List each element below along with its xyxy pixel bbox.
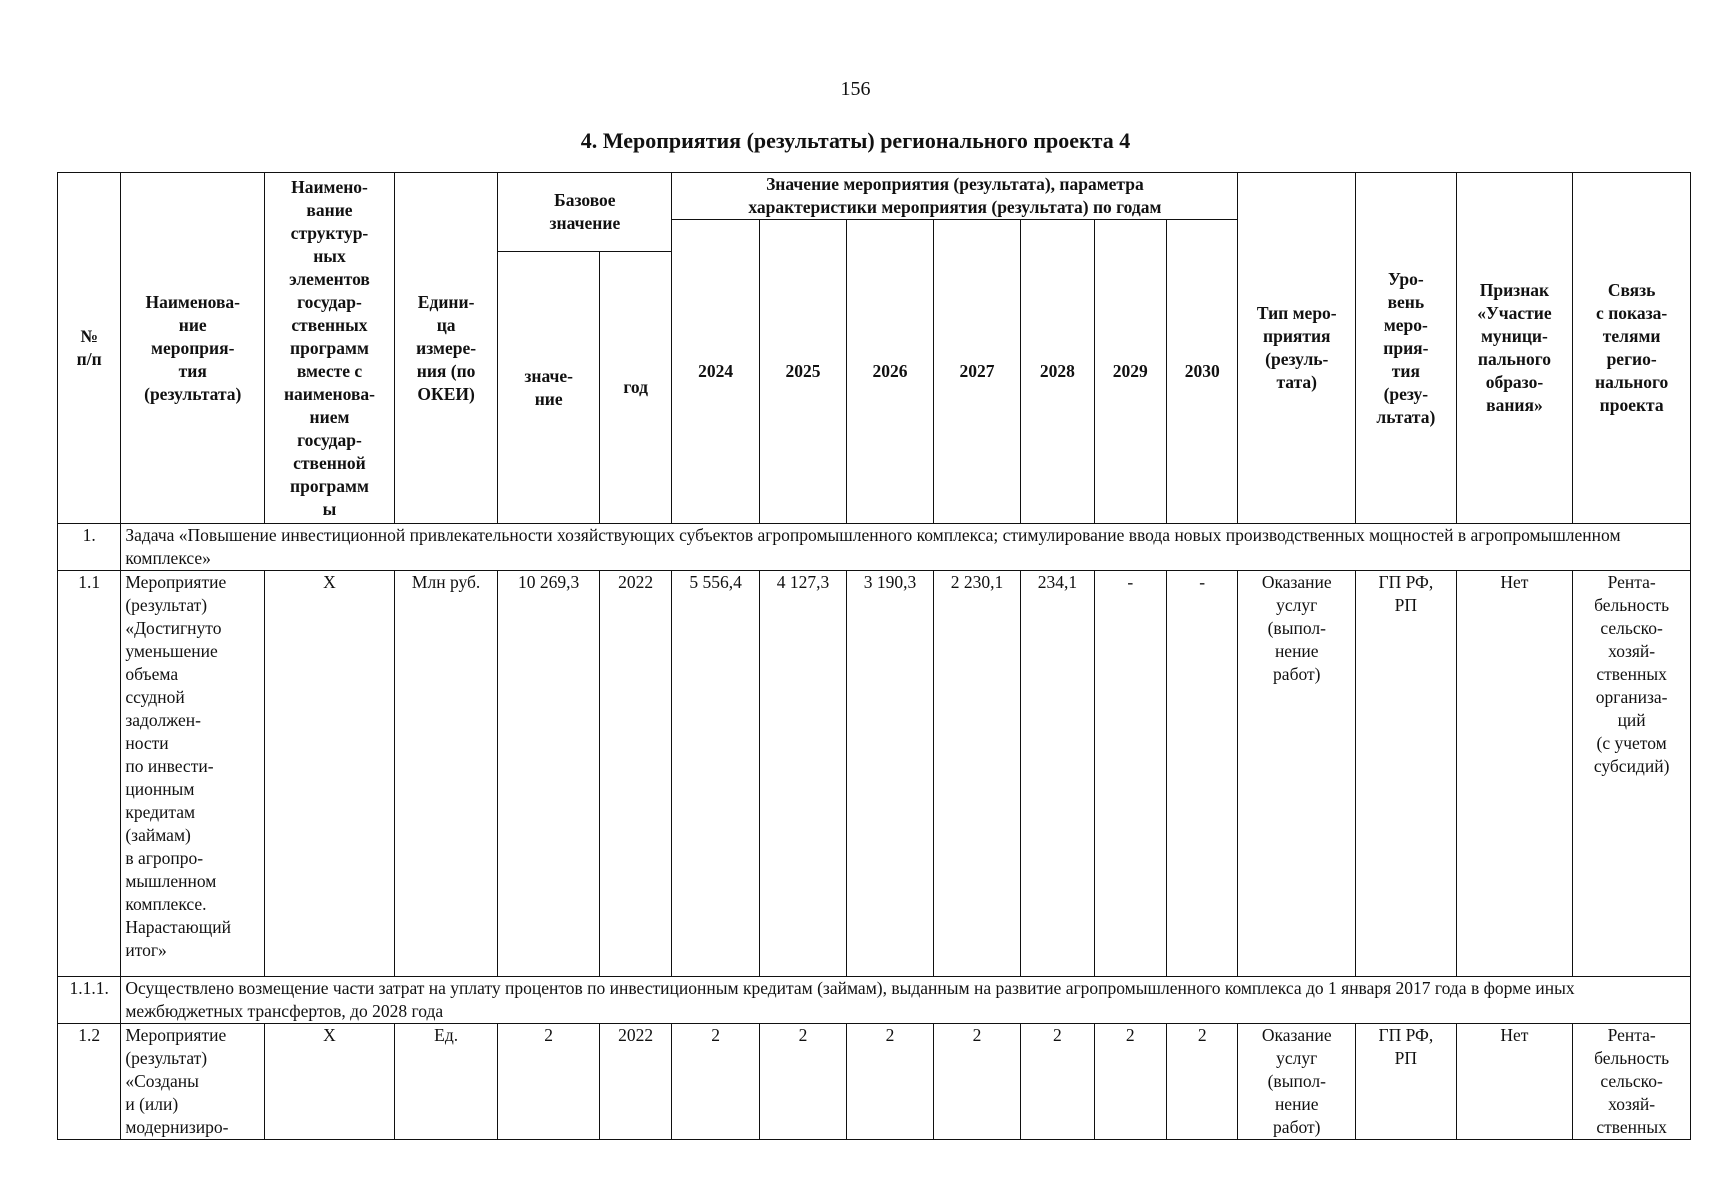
header-name: Наименова- ние мероприя- тия (результата) bbox=[121, 173, 265, 524]
header-level: Уро- вень меро- прия- тия (резу- льтата) bbox=[1356, 173, 1457, 524]
header-year-2024: 2024 bbox=[672, 220, 759, 524]
row-value-2030: 2 bbox=[1166, 1024, 1237, 1140]
page-title: 4. Мероприятия (результаты) регионального проекта 4 bbox=[580, 128, 1131, 153]
row-type: Оказание услуг (выпол- нение работ) bbox=[1238, 571, 1356, 977]
row-value-2028: 234,1 bbox=[1021, 571, 1094, 977]
row-link: Рента- бельность сельско- хозяй- ственных bbox=[1573, 1024, 1691, 1140]
subrow-text: Осуществлено возмещение части затрат на уплату процентов по инвестиционным кредитам (займам), выданным на развитие агропромышленного комплекса до 1 января 2017 года в форме иных межбюджетных трансфертов, до 2028 года bbox=[121, 977, 1691, 1024]
row-unit: Млн руб. bbox=[394, 571, 498, 977]
row-value-2028: 2 bbox=[1021, 1024, 1094, 1140]
row-municipal: Нет bbox=[1456, 1024, 1573, 1140]
header-year-2029: 2029 bbox=[1094, 220, 1166, 524]
row-value-2025: 2 bbox=[759, 1024, 846, 1140]
table-row bbox=[58, 1024, 1691, 1140]
row-link: Рента- бельность сельско- хозяй- ственных организа- ций (с учетом субсидий) bbox=[1573, 571, 1691, 977]
row-value-2027: 2 bbox=[933, 1024, 1020, 1140]
header-year-2030: 2030 bbox=[1166, 220, 1237, 524]
row-name: Мероприятие (результат) «Достигнуто уменьшение объема ссудной задолжен- ности по инвести- ционным кредитам (займам) в агропро- мышленном комплексе. Нарастающий итог» bbox=[121, 571, 265, 977]
header-link: Связь с показа- телями регио- нального проекта bbox=[1573, 173, 1691, 524]
header-values-by-year: Значение мероприятия (результата), параметра характеристики мероприятия (результата) по годам bbox=[672, 173, 1238, 220]
header-year-2026: 2026 bbox=[847, 220, 933, 524]
row-municipal: Нет bbox=[1456, 571, 1573, 977]
header-num: № п/п bbox=[58, 173, 121, 524]
row-value-2024: 5 556,4 bbox=[672, 571, 759, 977]
row-level: ГП РФ, РП bbox=[1356, 571, 1457, 977]
header-type: Тип меро- приятия (резуль- тата) bbox=[1238, 173, 1356, 524]
row-base-year: 2022 bbox=[599, 571, 671, 977]
table-row bbox=[58, 524, 1691, 571]
table-row bbox=[58, 571, 1691, 977]
header-year-2027: 2027 bbox=[933, 220, 1020, 524]
table-row bbox=[58, 977, 1691, 1024]
row-base-value: 2 bbox=[498, 1024, 600, 1140]
row-structural: Х bbox=[265, 1024, 395, 1140]
row-base-year: 2022 bbox=[599, 1024, 671, 1140]
header-year-2025: 2025 bbox=[759, 220, 846, 524]
row-structural: Х bbox=[265, 571, 395, 977]
row-value-2024: 2 bbox=[672, 1024, 759, 1140]
row-type: Оказание услуг (выпол- нение работ) bbox=[1238, 1024, 1356, 1140]
row-value-2026: 2 bbox=[847, 1024, 933, 1140]
row-value-2030: - bbox=[1166, 571, 1237, 977]
header-year-2028: 2028 bbox=[1021, 220, 1094, 524]
header-base-value-year: год bbox=[599, 252, 671, 524]
row-value-2029: - bbox=[1094, 571, 1166, 977]
row-level: ГП РФ, РП bbox=[1356, 1024, 1457, 1140]
row-num: 1.1 bbox=[58, 571, 121, 977]
header-base-value-value: значе- ние bbox=[498, 252, 600, 524]
task-num: 1. bbox=[58, 524, 121, 571]
row-name: Мероприятие (результат) «Созданы и (или) модернизиро- bbox=[121, 1024, 265, 1140]
row-value-2029: 2 bbox=[1094, 1024, 1166, 1140]
header-base-value: Базовое значение bbox=[498, 173, 672, 252]
row-value-2026: 3 190,3 bbox=[847, 571, 933, 977]
header-structural-elements: Наимено- вание структур- ных элементов государ- ственных программ вместе с наименова- нием государ- ственной программ ы bbox=[265, 173, 395, 524]
task-text: Задача «Повышение инвестиционной привлекательности хозяйствующих субъектов агропромышленного комплекса; стимулирование ввода новых производственных мощностей в агропромышленном комплексе» bbox=[121, 524, 1691, 571]
row-unit: Ед. bbox=[394, 1024, 498, 1140]
row-base-value: 10 269,3 bbox=[498, 571, 600, 977]
subrow-num: 1.1.1. bbox=[58, 977, 121, 1024]
row-value-2027: 2 230,1 bbox=[933, 571, 1020, 977]
header-municipal: Признак «Участие муници- пального образо- вания» bbox=[1456, 173, 1573, 524]
page-number: 156 bbox=[840, 78, 871, 100]
measures-table bbox=[57, 172, 1691, 1140]
table-header bbox=[58, 173, 1691, 524]
row-num: 1.2 bbox=[58, 1024, 121, 1140]
header-unit: Едини- ца измере- ния (по ОКЕИ) bbox=[394, 173, 498, 524]
row-value-2025: 4 127,3 bbox=[759, 571, 846, 977]
